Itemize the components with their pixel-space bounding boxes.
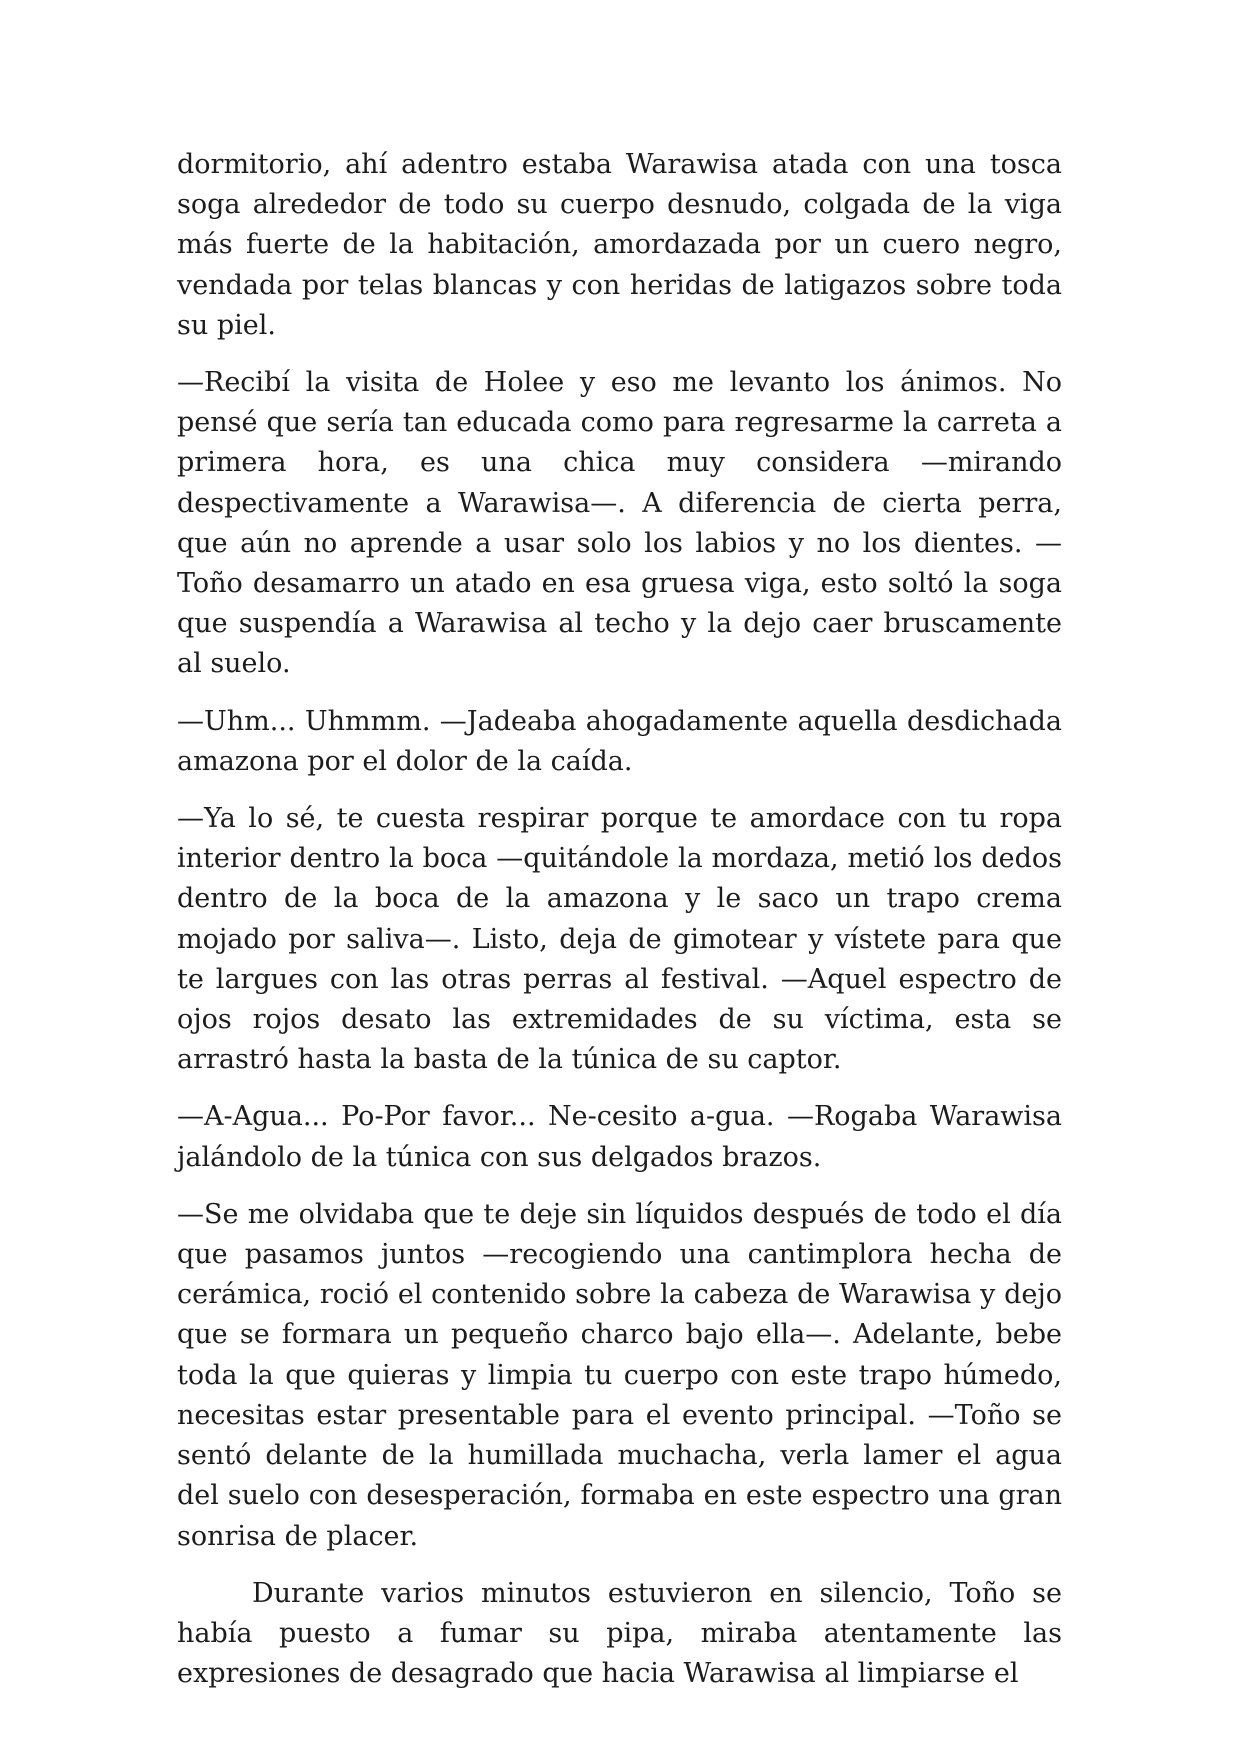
paragraph-1: dormitorio, ahí adentro estaba Warawisa atada con una tosca soga alrededor de todo su cuerpo desnudo, colgada de la viga más fuerte de la habitación, amordazada por un cuero negro, vendada por telas blancas y con heridas de latigazos sobre toda su piel. xyxy=(177,149,1062,341)
paragraph-6: —Se me olvidaba que te deje sin líquidos después de todo el día que pasamos juntos —recogiendo una cantimplora hecha de cerámica, roció el contenido sobre la cabeza de Warawisa y dejo que se formara un pequeño charco bajo ella—. Adelante, bebe toda la que quieras y limpia tu cuerpo con este trapo húmedo, necesitas estar presentable para el evento principal. —Toño se sentó delante de la humillada muchacha, verla lamer el agua del suelo con desesperación, formaba en este espectro una gran sonrisa de placer. xyxy=(177,1198,1062,1552)
paragraph-7: Durante varios minutos estuvieron en silencio, Toño se había puesto a fumar su pipa, miraba atentamente las expresiones de desagrado que hacia Warawisa al limpiarse el xyxy=(177,1577,1062,1690)
paragraph-4: —Ya lo sé, te cuesta respirar porque te amordace con tu ropa interior dentro la boca —quitándole la mordaza, metió los dedos dentro de la boca de la amazona y le saco un trapo crema mojado por saliva—. Listo, deja de gimotear y vístete para que te largues con las otras perras al festival. —Aquel espectro de ojos rojos desato las extremidades de su víctima, esta se arrastró hasta la basta de la túnica de su captor. xyxy=(177,803,1062,1076)
paragraph-3: —Uhm... Uhmmm. —Jadeaba ahogadamente aquella desdichada amazona por el dolor de la caída. xyxy=(177,705,1062,777)
paragraph-2: —Recibí la visita de Holee y eso me levanto los ánimos. No pensé que sería tan educada como para regresarme la carreta a primera hora, es una chica muy considera —mirando despectivamente a Warawisa—. A diferencia de cierta perra, que aún no aprende a usar solo los labios y no los dientes. —Toño desamarro un atado en esa gruesa viga, esto soltó la soga que suspendía a Warawisa al techo y la dejo caer bruscamente al suelo. xyxy=(177,367,1062,680)
page-body xyxy=(177,145,1062,1711)
paragraph-5: —A-Agua... Po-Por favor... Ne-cesito a-gua. —Rogaba Warawisa jalándolo de la túnica con sus delgados brazos. xyxy=(177,1101,1062,1173)
